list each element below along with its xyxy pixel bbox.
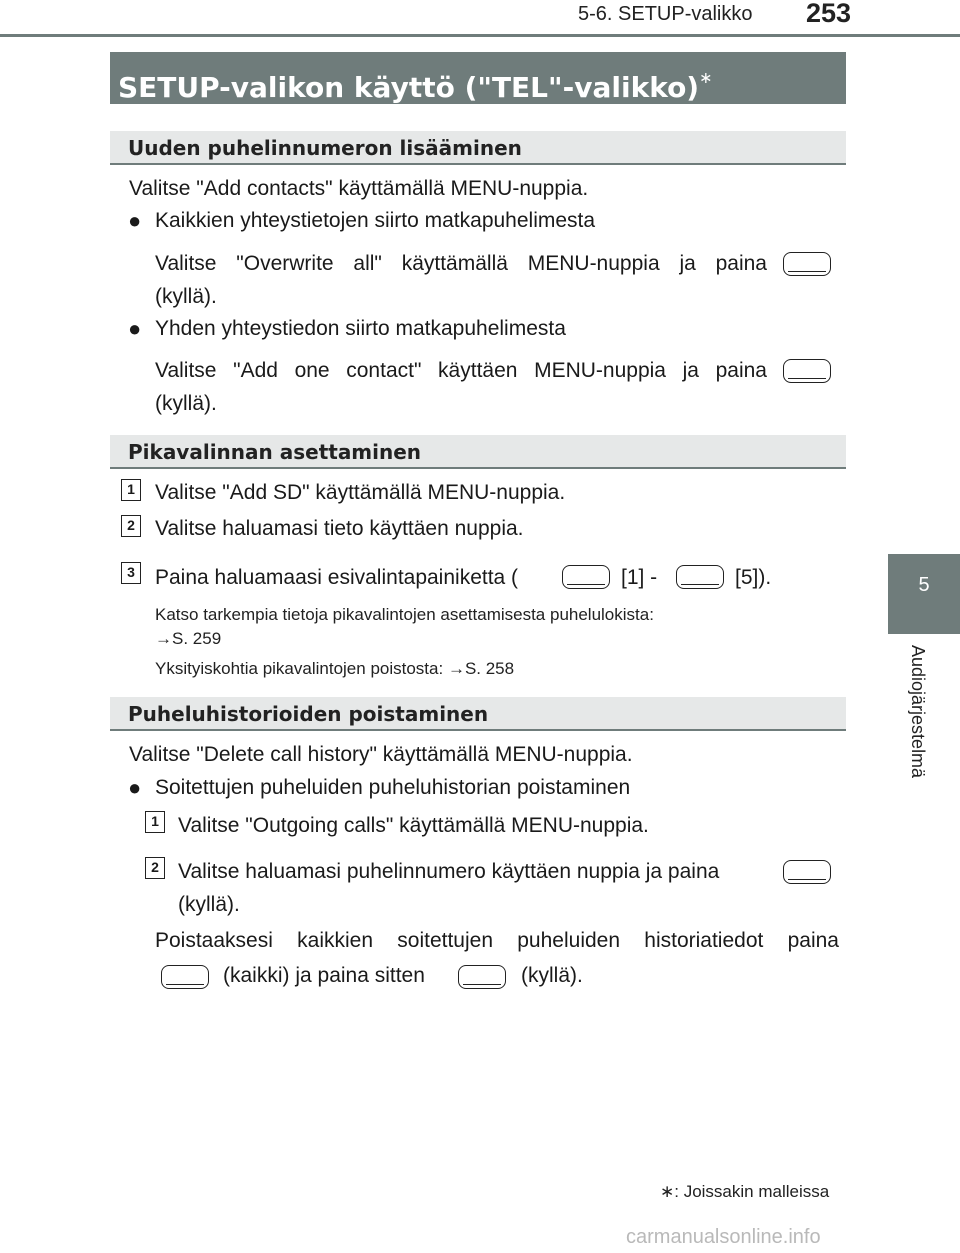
speed-dial-step-2: Valitse haluamasi tieto käyttäen nuppia.: [155, 517, 524, 540]
chapter-side-number: 5: [918, 574, 930, 596]
delete-all-all-label: (kaikki) ja paina sitten: [223, 964, 425, 987]
delete-history-step-1: Valitse "Outgoing calls" käyttämällä MENU-nuppia.: [178, 814, 649, 837]
overwrite-all-yes: (kyllä).: [155, 285, 217, 308]
page-title-text: SETUP-valikon käyttö ("TEL"-valikko): [118, 71, 700, 104]
watermark: carmanualsonline.info: [626, 1226, 821, 1248]
step-number-1: 1: [145, 811, 165, 833]
bullet-transfer-one: Yhden yhteystiedon siirto matkapuhelimesta: [155, 317, 566, 340]
yes-button-icon: [783, 252, 831, 276]
footnote-marker: ∗: [699, 68, 713, 87]
bullet-icon: ●: [128, 775, 142, 800]
delete-history-step-2: Valitse haluamasi puhelinnumero käyttäen nuppia ja paina: [178, 860, 720, 883]
section-heading-add-number: Uuden puhelinnumeron lisääminen: [110, 131, 846, 165]
add-contacts-intro: Valitse "Add contacts" käyttämällä MENU-nuppia.: [129, 177, 589, 200]
bullet-delete-outgoing: Soitettujen puheluiden puheluhistorian poistaminen: [155, 776, 631, 799]
all-button-icon: [161, 965, 209, 989]
delete-history-step-2-yes: (kyllä).: [178, 893, 240, 916]
preset-1-button-icon: [562, 565, 610, 589]
speed-dial-note-1-ref: [155, 628, 221, 650]
arrow-icon: →: [447, 659, 465, 678]
speed-dial-step-3-a: Paina haluamaasi esivalintapainiketta (: [155, 566, 519, 589]
delete-all-instruction: Poistaaksesi kaikkien soitettujen puheluiden historiatiedot paina: [155, 929, 839, 952]
chapter-side-label: Audiojärjestelmä: [908, 645, 928, 779]
overwrite-all-instruction: Valitse "Overwrite all" käyttämällä MENU-nuppia ja paina: [155, 252, 767, 275]
step-number-3: 3: [121, 562, 141, 584]
speed-dial-step-3-b: [1] -: [621, 566, 658, 589]
preset-5-button-icon: [676, 565, 724, 589]
step-number-2: 2: [121, 515, 141, 537]
yes-button-icon: [458, 965, 506, 989]
speed-dial-step-3-c: [5]).: [735, 566, 772, 589]
page-number: 253: [806, 0, 852, 28]
bullet-icon: ●: [128, 208, 142, 233]
bullet-icon: ●: [128, 316, 142, 341]
add-one-contact-instruction: Valitse "Add one contact" käyttäen MENU-nuppia ja paina: [155, 359, 767, 382]
yes-button-icon: [783, 860, 831, 884]
page-title: [110, 52, 846, 104]
arrow-icon: →: [155, 629, 172, 648]
step-number-1: 1: [121, 479, 141, 501]
chapter-title: 5-6. SETUP-valikko: [578, 3, 753, 25]
delete-all-yes-label: (kyllä).: [521, 964, 583, 987]
step-number-2: 2: [145, 857, 165, 879]
page-reference: S. 258: [464, 659, 515, 678]
delete-history-intro: Valitse "Delete call history" käyttämällä MENU-nuppia.: [129, 743, 633, 766]
speed-dial-note-2-text: Yksityiskohtia pikavalintojen poistosta:: [155, 659, 444, 678]
add-one-contact-yes: (kyllä).: [155, 392, 217, 415]
speed-dial-note-1: Katso tarkempia tietoja pikavalintojen asettamisesta puhelulokista:: [155, 605, 654, 624]
section-heading-speed-dial: Pikavalinnan asettaminen: [110, 435, 846, 469]
footnote: ∗: Joissakin malleissa: [660, 1182, 830, 1201]
header-divider: [0, 34, 960, 37]
yes-button-icon: [783, 359, 831, 383]
bullet-transfer-all: Kaikkien yhteystietojen siirto matkapuhelimesta: [155, 209, 596, 232]
speed-dial-step-1: Valitse "Add SD" käyttämällä MENU-nuppia.: [155, 481, 566, 504]
page-reference: S. 259: [172, 629, 222, 648]
section-heading-delete-history: Puheluhistorioiden poistaminen: [110, 697, 846, 731]
speed-dial-note-2: [155, 658, 514, 680]
